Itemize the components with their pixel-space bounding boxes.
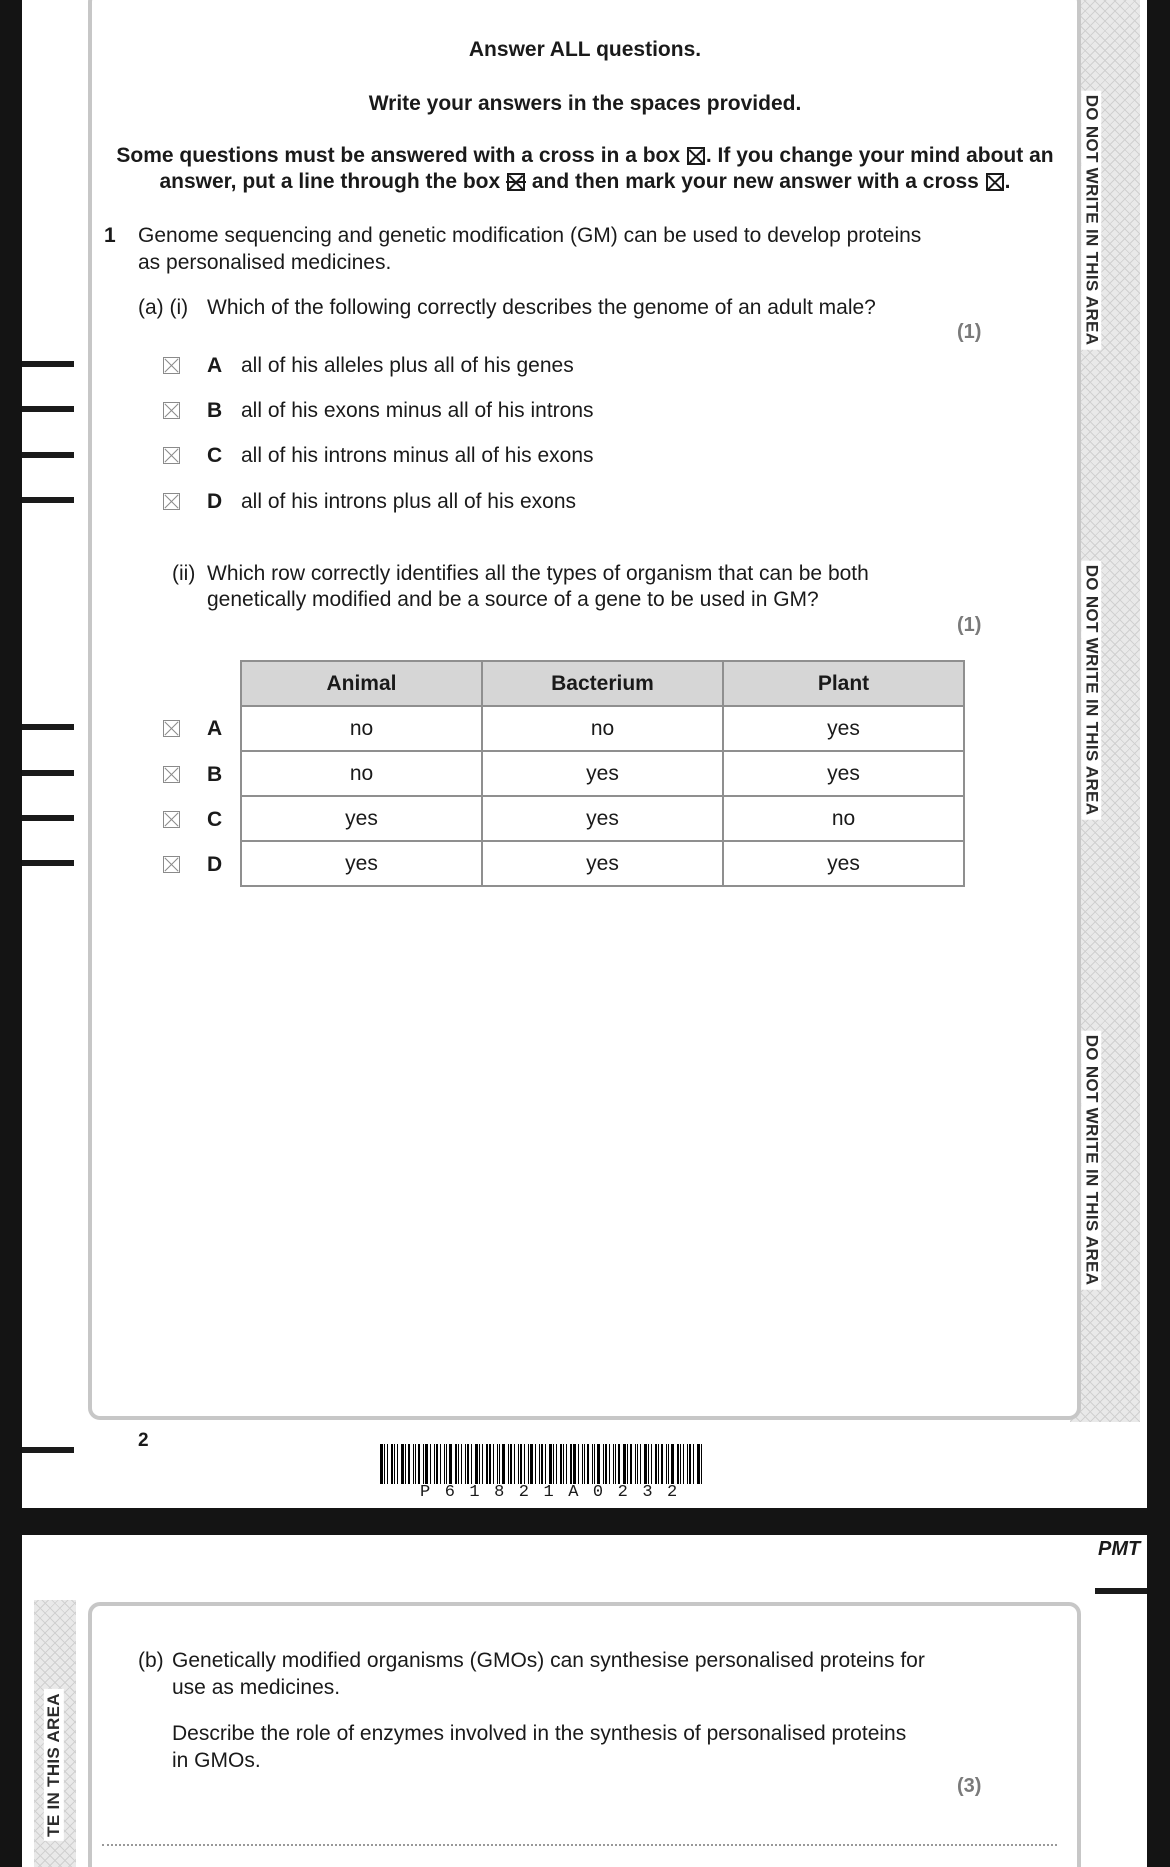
barcode-bar (701, 1444, 702, 1484)
side-warning-3: DO NOT WRITE IN THIS AREA (1081, 1031, 1101, 1290)
barcode-bar (651, 1444, 652, 1484)
header-plant: Plant (723, 661, 964, 706)
margin-tick (22, 724, 74, 730)
barcode-bar (530, 1444, 533, 1484)
barcode-bar (475, 1444, 478, 1484)
part-a-ii-label: (ii) (172, 562, 196, 585)
table-cell: yes (723, 706, 964, 751)
table-header-row (241, 661, 964, 706)
barcode-bar (570, 1444, 572, 1484)
barcode-bar (482, 1444, 483, 1484)
table-cell: yes (723, 751, 964, 796)
margin-tick (22, 497, 74, 503)
table-cell: no (723, 796, 964, 841)
part-b-line1: Genetically modified organisms (GMOs) can synthesise personalised proteins for (172, 1649, 925, 1672)
option-b-text: all of his exons minus all of his introns (241, 399, 594, 422)
barcode-bar (661, 1444, 663, 1484)
barcode-bar (566, 1444, 567, 1484)
margin-tick (22, 406, 74, 412)
table-cell: yes (482, 796, 723, 841)
part-a-i-question: Which of the following correctly describes the genome of an adult male? (207, 296, 876, 319)
page-number: 2 (138, 1430, 149, 1451)
barcode-bar (510, 1444, 512, 1484)
barcode-bar (640, 1444, 641, 1484)
barcode-bar (458, 1444, 459, 1484)
barcode-bar (479, 1444, 480, 1484)
barcode-bar (465, 1444, 466, 1484)
option-a-letter: A (207, 354, 223, 377)
row-c-letter: C (207, 808, 223, 831)
barcode-bar (444, 1444, 445, 1484)
margin-tick (22, 770, 74, 776)
barcode-bar (493, 1444, 494, 1484)
table-row (241, 796, 964, 841)
barcode-bar (689, 1444, 691, 1484)
part-a-ii-question-line1: Which row correctly identifies all the types of organism that can be both (207, 562, 869, 585)
barcode-bar (648, 1444, 649, 1484)
option-a-text: all of his alleles plus all of his genes (241, 354, 574, 377)
table-cell: no (241, 706, 482, 751)
barcode-bar (623, 1444, 626, 1484)
barcode-bar (658, 1444, 659, 1484)
struck-box-icon (507, 173, 525, 191)
barcode-bar (518, 1444, 519, 1484)
option-d-text: all of his introns plus all of his exons (241, 490, 577, 513)
barcode-bar (587, 1444, 589, 1484)
barcode-bar (387, 1444, 388, 1484)
barcode-bar (514, 1444, 515, 1484)
table-row (241, 841, 964, 886)
barcode-bar (489, 1444, 491, 1484)
answer-line[interactable] (102, 1844, 1057, 1846)
pmt-label: PMT (1098, 1538, 1141, 1560)
barcode-bar (635, 1444, 636, 1484)
barcode-bar (582, 1444, 583, 1484)
barcode-bar (380, 1444, 383, 1484)
barcode-bar (627, 1444, 628, 1484)
barcode-bar (644, 1444, 647, 1484)
organism-table (240, 660, 965, 887)
barcode-bar (394, 1444, 395, 1484)
barcode-bar (553, 1444, 554, 1484)
margin-tick (22, 860, 74, 866)
barcode-bar (680, 1444, 681, 1484)
part-a-ii-marks: (1) (957, 614, 982, 636)
barcode-bar (434, 1444, 435, 1484)
barcode-bar (560, 1444, 562, 1484)
question-stem-line2: as personalised medicines. (138, 251, 392, 274)
barcode-bar (683, 1444, 684, 1484)
row-a-checkbox[interactable] (163, 720, 180, 737)
barcode-bar (597, 1444, 600, 1484)
margin-tick (22, 452, 74, 458)
barcode-bar (423, 1444, 424, 1484)
barcode-bar (391, 1444, 393, 1484)
barcode-bar (408, 1444, 410, 1484)
side-warning-2: DO NOT WRITE IN THIS AREA (1081, 561, 1101, 820)
barcode-bar (618, 1444, 620, 1484)
cross-box-icon (687, 147, 705, 165)
table-cell: yes (241, 796, 482, 841)
part-b-label: (b) (138, 1649, 164, 1672)
barcode-bar (497, 1444, 498, 1484)
cross-box-icon (986, 173, 1004, 191)
barcode-bar (397, 1444, 398, 1484)
margin-tick (22, 1447, 74, 1453)
barcode-bar (666, 1444, 667, 1484)
table-cell: yes (241, 841, 482, 886)
instruction-change-mind: answer, put a line through the box and then mark your new answer with a cross . (159, 170, 1011, 193)
barcode-bar (520, 1444, 522, 1484)
barcode-bar (401, 1444, 404, 1484)
option-d-letter: D (207, 490, 223, 513)
barcode-bar (436, 1444, 438, 1484)
part-b-marks: (3) (957, 1775, 982, 1797)
instruction-cross-box: Some questions must be answered with a cross in a box . If you change your mind about an (116, 144, 1054, 167)
barcode-bar (446, 1444, 447, 1484)
barcode-bar (440, 1444, 441, 1484)
side-warning-1: DO NOT WRITE IN THIS AREA (1081, 91, 1101, 350)
side-warning-left: TE IN THIS AREA (44, 1689, 64, 1841)
barcode-bar (603, 1444, 604, 1484)
barcode-bar (449, 1444, 452, 1484)
table-row (241, 706, 964, 751)
table-cell: yes (482, 751, 723, 796)
barcode-bar (455, 1444, 457, 1484)
barcode-bar (613, 1444, 614, 1484)
barcode-bar (528, 1444, 529, 1484)
barcode-bar (573, 1444, 576, 1484)
barcode-bar (430, 1444, 431, 1484)
option-a-checkbox[interactable] (163, 357, 180, 374)
barcode-bar (508, 1444, 509, 1484)
barcode-bar (499, 1444, 500, 1484)
barcode-bar (524, 1444, 525, 1484)
row-b-letter: B (207, 763, 223, 786)
barcode-bar (584, 1444, 585, 1484)
option-d-checkbox[interactable] (163, 493, 180, 510)
barcode-bar (677, 1444, 679, 1484)
row-d-letter: D (207, 853, 223, 876)
table-cell: no (241, 751, 482, 796)
barcode-bar (615, 1444, 616, 1484)
margin-tick (22, 361, 74, 367)
barcode-bar (592, 1444, 593, 1484)
table-row (241, 751, 964, 796)
screen-edge (1147, 0, 1170, 1867)
part-b-line3: Describe the role of enzymes involved in the synthesis of personalised proteins (172, 1722, 907, 1745)
barcode-bar (425, 1444, 428, 1484)
barcode-bar (687, 1444, 688, 1484)
barcode-bar (578, 1444, 579, 1484)
barcode-bar (556, 1444, 557, 1484)
question-stem-line1: Genome sequencing and genetic modification (GM) can be used to develop proteins (138, 224, 922, 247)
table-cell: yes (723, 841, 964, 886)
barcode-bar (467, 1444, 469, 1484)
barcode-bar (693, 1444, 694, 1484)
barcode-bar (405, 1444, 406, 1484)
barcode-bar (413, 1444, 414, 1484)
barcode-bar (535, 1444, 536, 1484)
instruction-answer-all: Answer ALL questions. (468, 38, 702, 61)
header-animal: Animal (241, 661, 482, 706)
pmt-rule (1095, 1588, 1147, 1594)
barcode-bar (549, 1444, 552, 1484)
barcode-bar (502, 1444, 505, 1484)
option-c-letter: C (207, 444, 223, 467)
option-c-checkbox[interactable] (163, 447, 180, 464)
question-number: 1 (104, 224, 116, 247)
part-b-line4: in GMOs. (172, 1749, 261, 1772)
barcode-bar (384, 1444, 385, 1484)
barcode-bar (563, 1444, 564, 1484)
barcode-bar (471, 1444, 472, 1484)
instruction-write-answers: Write your answers in the spaces provided. (368, 92, 802, 115)
option-b-checkbox[interactable] (163, 402, 180, 419)
barcode-bar (630, 1444, 632, 1484)
option-b-letter: B (207, 399, 223, 422)
row-d-checkbox[interactable] (163, 856, 180, 873)
barcode-bar (609, 1444, 610, 1484)
barcode-bar (418, 1444, 420, 1484)
row-c-checkbox[interactable] (163, 811, 180, 828)
barcode-bar (668, 1444, 669, 1484)
barcode-bar (671, 1444, 674, 1484)
part-a-ii-question-line2: genetically modified and be a source of a gene to be used in GM? (207, 588, 819, 611)
barcode-bar (461, 1444, 462, 1484)
barcode-bar (697, 1444, 700, 1484)
barcode-bar (605, 1444, 607, 1484)
barcode-bar (655, 1444, 657, 1484)
barcode-bar (415, 1444, 416, 1484)
option-c-text: all of his introns minus all of his exons (241, 444, 594, 467)
barcode-bar (637, 1444, 638, 1484)
row-a-letter: A (207, 717, 223, 740)
barcode (380, 1444, 788, 1484)
barcode-bar (545, 1444, 546, 1484)
barcode-bar (539, 1444, 540, 1484)
part-a-i-marks: (1) (957, 321, 982, 343)
table-cell: no (482, 706, 723, 751)
barcode-text: P61821A0232 (420, 1483, 692, 1502)
barcode-bar (541, 1444, 543, 1484)
header-bacterium: Bacterium (482, 661, 723, 706)
barcode-bar (594, 1444, 595, 1484)
table-cell: yes (482, 841, 723, 886)
part-a-i-label: (a) (i) (138, 296, 189, 319)
part-b-line2: use as medicines. (172, 1676, 341, 1699)
row-b-checkbox[interactable] (163, 766, 180, 783)
barcode-bar (486, 1444, 488, 1484)
margin-tick (22, 815, 74, 821)
